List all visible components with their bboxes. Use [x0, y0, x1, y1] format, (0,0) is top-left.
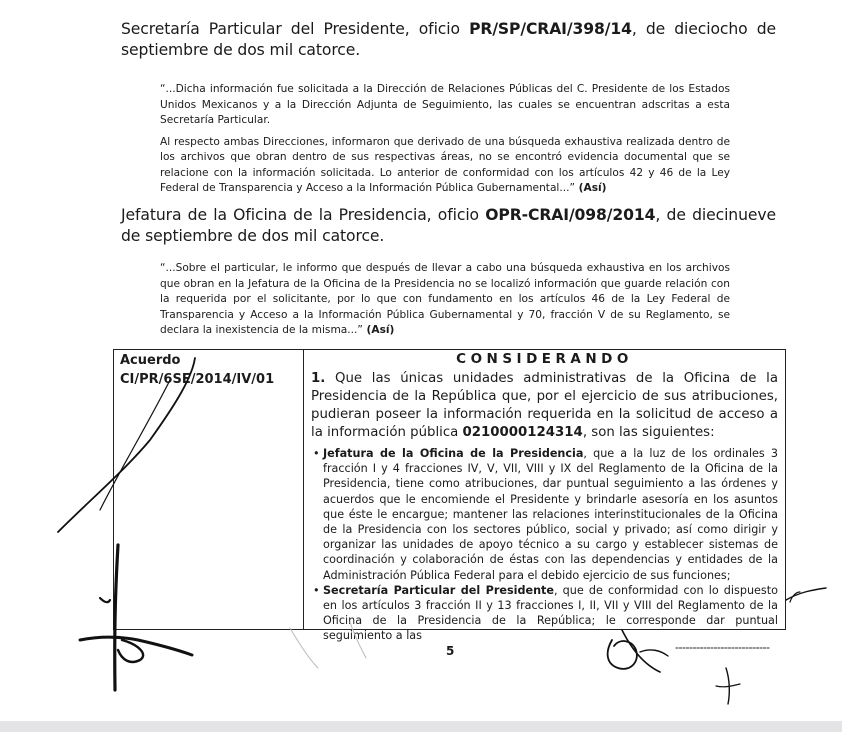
paragraph-jefatura: Jefatura de la Oficina de la Presidencia, oficio OPR-CRAI/098/2014, de diecinueve de septiembre de dos mil catorce. — [121, 206, 776, 245]
quote-jefatura — [160, 261, 730, 345]
signature-stroke — [726, 668, 729, 704]
signature-stroke — [608, 640, 637, 669]
unit-list — [311, 446, 778, 643]
oficio-number: OPR-CRAI/098/2014 — [485, 206, 656, 224]
signature-stroke — [100, 598, 110, 602]
oficio-number: PR/SP/CRAI/398/14 — [469, 20, 632, 38]
considerando-heading: CONSIDERANDO — [456, 351, 633, 367]
signature-stroke — [622, 630, 660, 672]
signature-stroke — [786, 588, 826, 600]
acuerdo-id: CI/PR/6SE/2014/IV/01 — [120, 372, 275, 387]
considerando-point-1: 1. Que las únicas unidades administrativas de la Oficina de la Presidencia de la República que, por el ejercicio de sus atribuciones, pudieran poseer la información requerida en la solicitud de acceso a la información pública 0210000124314, son las siguientes: — [311, 371, 778, 440]
quote-secretaria-particular — [160, 82, 730, 203]
signature-stroke — [790, 592, 800, 602]
asi-marker: (Así) — [574, 182, 607, 194]
quote-paragraph: “...Sobre el particular, le informo que después de llevar a cabo una búsqueda exhaustiva en los archivos que obran en la Jefatura de la Oficina de la Presidencia no se localizó información que guarde relación con la requerida por el solicitante, por lo que con fundamento en los artículos 46 de la Ley Federal de Transparencia y Acceso a la Información Pública Gubernamental y 70, fracción V de su Reglamento, se declara la inexistencia de la misma...” (Así) — [160, 262, 730, 336]
paragraph-secretaria-particular: Secretaría Particular del Presidente, oficio PR/SP/CRAI/398/14, de dieciocho de septiembre de dos mil catorce. — [121, 20, 776, 59]
considerando-cell — [304, 350, 786, 643]
quote-paragraph: Al respecto ambas Direcciones, informaron que derivado de una búsqueda exhaustiva realizada dentro de los archivos que obran dentro de sus respectivas áreas, no se encontró evidencia documental que se relacione con la información solicitada. Lo anterior de conformidad con los artículos 42 y 46 de la Ley Federal de Transparencia y Acceso a la Información Pública Gubernamental...” (Así) — [160, 135, 730, 194]
acuerdo-cell — [114, 350, 304, 630]
signature-stroke — [716, 684, 740, 687]
viewer-footer-bar — [0, 721, 842, 732]
signature-stroke — [640, 650, 668, 656]
acuerdo-label: Acuerdo — [120, 353, 181, 368]
page-number: 5 — [446, 644, 455, 658]
signature-stroke — [290, 628, 318, 668]
signature-stroke — [80, 637, 192, 655]
list-item: • Secretaría Particular del Presidente, que de conformidad con lo dispuesto en los artículos 3 fracción II y 13 fracciones I, II, VII y VIII del Reglamento de la Oficina de la Presidencia de la República; le corresponde dar puntual seguimiento a las — [323, 583, 778, 629]
acuerdo-table — [113, 349, 786, 643]
folio-number: 0210000124314 — [462, 425, 583, 440]
list-item: • Jefatura de la Oficina de la Presidencia, que a la luz de los ordinales 3 fracción I y 4 fracciones IV, V, VII, VIII y IX del Reglamento de la Oficina de la Presidencia, tiene como atribuciones, dar puntual seguimiento a las órdenes y acuerdos que le encomiende el Presidente y brindarle asesoría en los asuntos que éste le encargue; mantener las relaciones interinstitucionales de la Oficina de la Presidencia con los sectores público, social y privado; así como dirigir y organizar las unidades de apoyo técnico a su cargo y establecer sistemas de coordinación y colaboración de éstas con las dependencias y entidades de la Administración Pública Federal para el debido ejercicio de sus funciones; — [323, 446, 778, 583]
signature-stroke — [118, 640, 143, 662]
asi-marker: (Así) — [362, 324, 395, 336]
quote-paragraph: “...Dicha información fue solicitada a la Dirección de Relaciones Públicas del C. Presidente de los Estados Unidos Mexicanos y a la Dirección Adjunta de Seguimiento, las cuales se encuentran adscritas a esta Secretaría Particular. — [160, 83, 730, 126]
